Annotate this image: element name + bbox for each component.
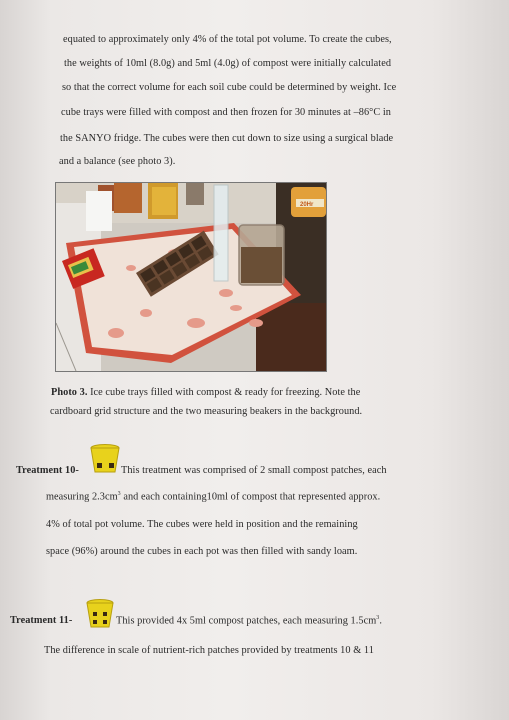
- paragraph-line: and a balance (see photo 3).: [59, 156, 176, 167]
- paragraph-line: so that the correct volume for each soil cube could be determined by weight. Ice: [62, 82, 397, 93]
- photo-ice-cube-trays: [55, 182, 327, 372]
- paragraph-line: the SANYO fridge. The cubes were then cut down to size using a surgical blade: [60, 133, 394, 144]
- caption-label: Photo 3.: [51, 387, 88, 398]
- yellow-pot-2-patches-icon: [89, 444, 121, 474]
- treatment-10-line3: 4% of total pot volume. The cubes were held in position and the remaining: [46, 519, 358, 530]
- treatment-10-line1: This treatment was comprised of 2 small compost patches, each: [121, 465, 387, 476]
- caption-text: Ice cube trays filled with compost & ready for freezing. Note the: [87, 387, 361, 398]
- yellow-pot-4-patches-icon: [85, 599, 115, 629]
- paragraph-line: equated to approximately only 4% of the total pot volume. To create the cubes,: [63, 34, 392, 45]
- photo-label-text: 20Hr: [300, 202, 314, 208]
- treatment-11-line2: The difference in scale of nutrient-rich patches provided by treatments 10 & 11: [44, 645, 374, 656]
- superscript: 3: [117, 491, 121, 497]
- treatment-10-text: measuring 2.3cm: [46, 491, 118, 503]
- treatment-10-text: and each containing10ml of compost that represented approx.: [120, 491, 381, 503]
- treatment-10-line4: space (96%) around the cubes in each pot was then filled with sandy loam.: [46, 546, 358, 557]
- treatment-10-label: Treatment 10-: [16, 465, 79, 476]
- paragraph-line: cube trays were filled with compost and then frozen for 30 minutes at –86°C in: [61, 107, 391, 118]
- paragraph-line: the weights of 10ml (8.0g) and 5ml (4.0g) of compost were initially calculated: [64, 58, 392, 69]
- photo-caption-line2: cardboard grid structure and the two measuring beakers in the background.: [50, 406, 363, 417]
- treatment-11-label: Treatment 11-: [10, 615, 73, 626]
- superscript: 3: [376, 615, 380, 621]
- treatment-11-line1: [116, 615, 382, 626]
- treatment-11-text: This provided 4x 5ml compost patches, each measuring 1.5cm: [116, 615, 377, 627]
- treatment-10-line2: [46, 491, 380, 502]
- treatment-11-text: .: [379, 615, 382, 627]
- photo-caption-line1: [51, 387, 360, 398]
- photo-illustration: [56, 183, 326, 371]
